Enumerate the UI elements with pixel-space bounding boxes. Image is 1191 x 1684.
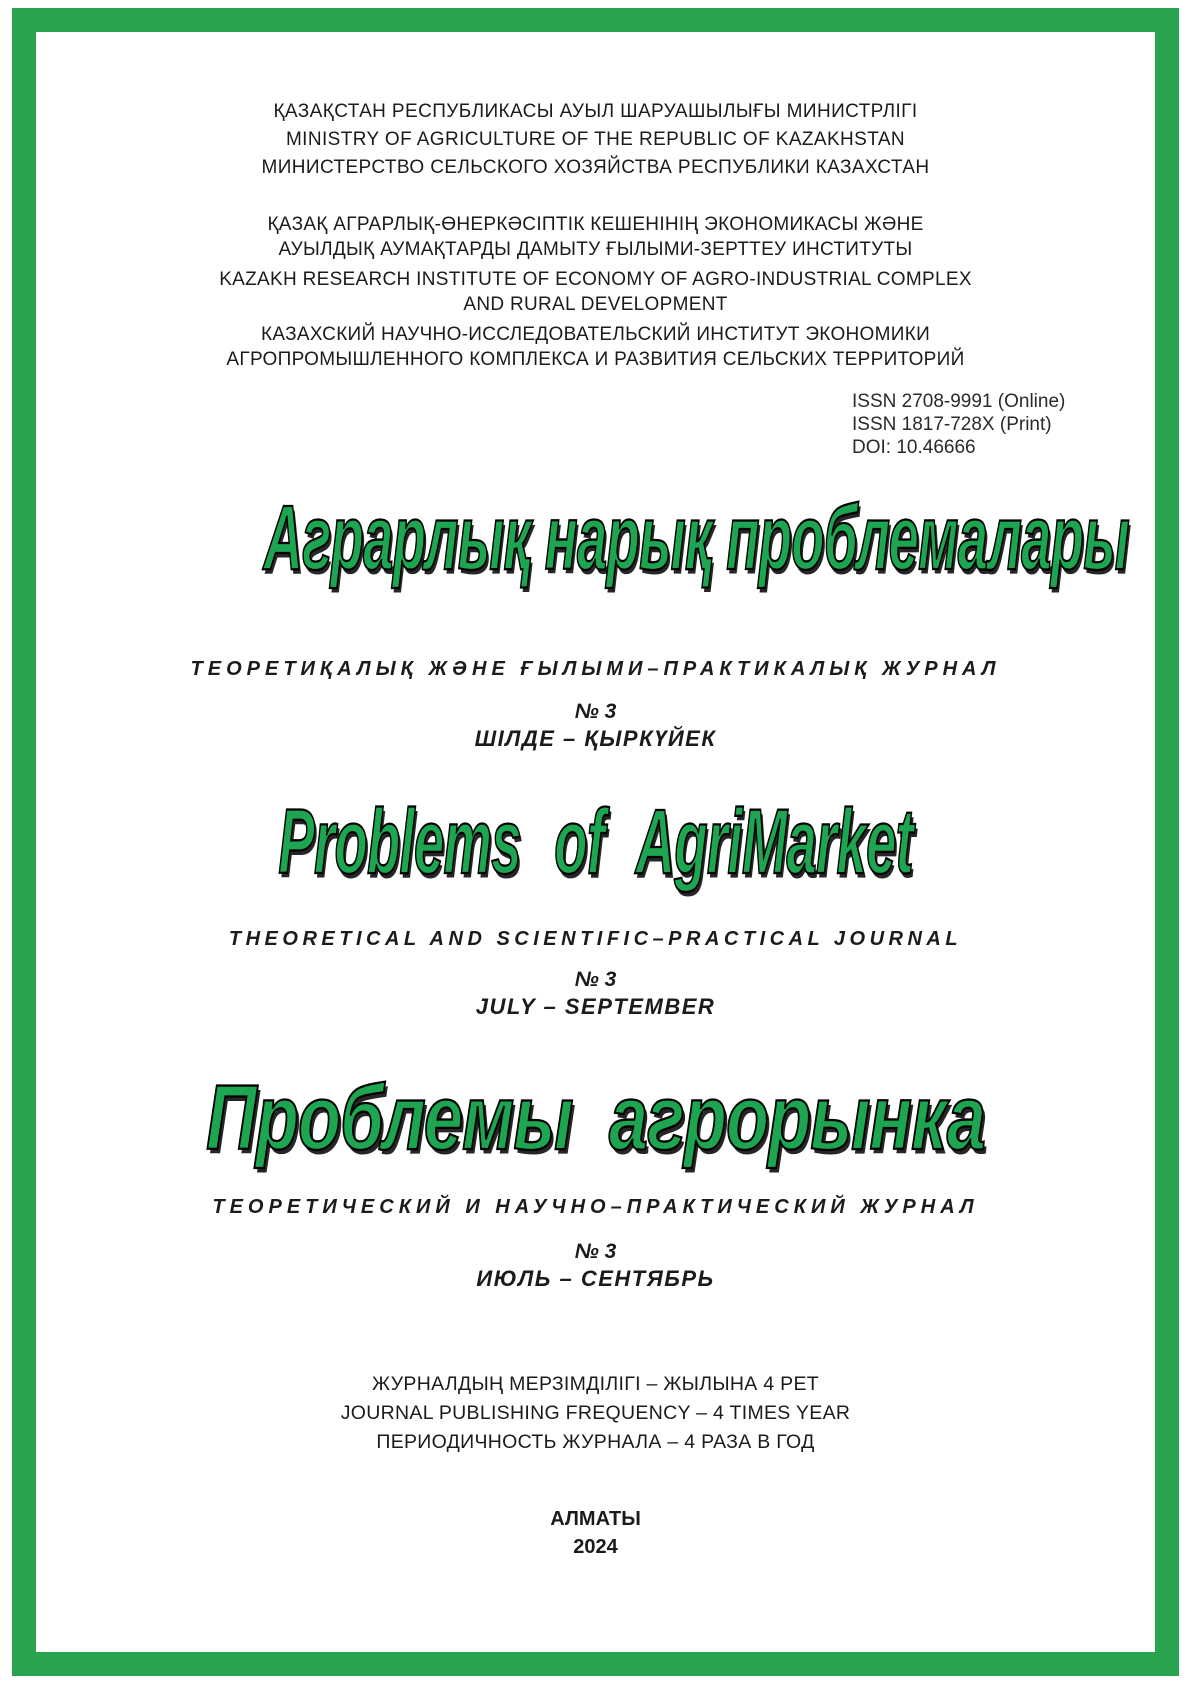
institute-block [60, 212, 1131, 377]
frequency-kk: ЖУРНАЛДЫҢ МЕРЗІМДІЛІГІ – ЖЫЛЫНА 4 РЕТ [372, 1373, 819, 1395]
institute-en-line1: KAZAKH RESEARCH INSTITUTE OF ECONOMY OF AGRO-INDUSTRIAL COMPLEX [219, 269, 972, 290]
issue-number-en: № 3 [574, 968, 617, 991]
frequency-en: JOURNAL PUBLISHING FREQUENCY – 4 TIMES YEAR [340, 1402, 851, 1424]
journal-title-kk-text: Аграрлық нарық проблемалары [263, 486, 1130, 589]
doi: DOI: 10.46666 [852, 437, 976, 458]
institute-ru-line2: АГРОПРОМЫШЛЕННОГО КОМПЛЕКСА И РАЗВИТИЯ СЕЛЬСКИХ ТЕРРИТОРИЙ [226, 349, 965, 370]
frequency-ru: ПЕРИОДИЧНОСТЬ ЖУРНАЛА – 4 РАЗА В ГОД [376, 1431, 815, 1453]
issue-period-ru: ИЮЛЬ – СЕНТЯБРЬ [476, 1266, 715, 1291]
journal-title-en-text: Problems of AgriMarket [278, 790, 913, 893]
institute-kk [60, 212, 1131, 262]
frequency-block [60, 1370, 1131, 1457]
ministry-line-kk: ҚАЗАҚСТАН РЕСПУБЛИКАСЫ АУЫЛ ШАРУАШЫЛЫҒЫ МИНИСТРЛІГІ [273, 101, 918, 122]
ministry-line-ru: МИНИСТЕРСТВО СЕЛЬСКОГО ХОЗЯЙСТВА РЕСПУБЛИКИ КАЗАХСТАН [261, 157, 930, 178]
imprint-city: АЛМАТЫ [550, 1508, 641, 1530]
issn-block [852, 390, 1065, 459]
issn-online: ISSN 2708-9991 (Online) [852, 391, 1066, 412]
ministry-block [60, 98, 1131, 182]
institute-en [60, 267, 1131, 317]
border-top [12, 8, 1179, 32]
border-right [1155, 8, 1179, 1676]
imprint-year: 2024 [573, 1536, 618, 1558]
journal-title-kk [60, 488, 1131, 603]
issue-period-kk: ШІЛДЕ – ҚЫРКҮЙЕК [474, 726, 717, 751]
border-bottom [12, 1652, 1179, 1676]
journal-subtitle-kk: ТЕОРЕТИҚАЛЫҚ ЖӘНЕ ҒЫЛЫМИ–ПРАКТИКАЛЫҚ ЖУРНАЛ [190, 658, 1001, 680]
ministry-line-en: MINISTRY OF AGRICULTURE OF THE REPUBLIC OF KAZAKHSTAN [285, 129, 906, 150]
institute-ru-line1: КАЗАХСКИЙ НАУЧНО-ИССЛЕДОВАТЕЛЬСКИЙ ИНСТИТУТ ЭКОНОМИКИ [260, 324, 931, 345]
institute-kk-line2: АУЫЛДЫҚ АУМАҚТАРДЫ ДАМЫТУ ҒЫЛЫМИ-ЗЕРТТЕУ ИНСТИТУТЫ [278, 239, 913, 260]
institute-kk-line1: ҚАЗАҚ АГРАРЛЫҚ-ӨНЕРКӘСІПТІК КЕШЕНІНІҢ ЭКОНОМИКАСЫ ЖӘНЕ [267, 214, 924, 235]
journal-subtitle-en: THEORETICAL AND SCIENTIFIC–PRACTICAL JOURNAL [228, 928, 963, 950]
imprint-block [60, 1505, 1131, 1561]
issue-number-kk: № 3 [574, 700, 617, 723]
journal-title-en [60, 792, 1131, 907]
issue-period-en: JULY – SEPTEMBER [475, 994, 716, 1019]
institute-ru [60, 322, 1131, 372]
issn-print: ISSN 1817-728X (Print) [852, 414, 1052, 435]
border-left [12, 8, 36, 1676]
journal-subtitle-ru: ТЕОРЕТИЧЕСКИЙ И НАУЧНО–ПРАКТИЧЕСКИЙ ЖУРНАЛ [212, 1196, 979, 1218]
journal-title-ru [60, 1068, 1131, 1183]
issue-number-ru: № 3 [574, 1240, 617, 1263]
journal-title-ru-text: Проблемы агрорынка [206, 1066, 985, 1169]
institute-en-line2: AND RURAL DEVELOPMENT [463, 294, 728, 315]
